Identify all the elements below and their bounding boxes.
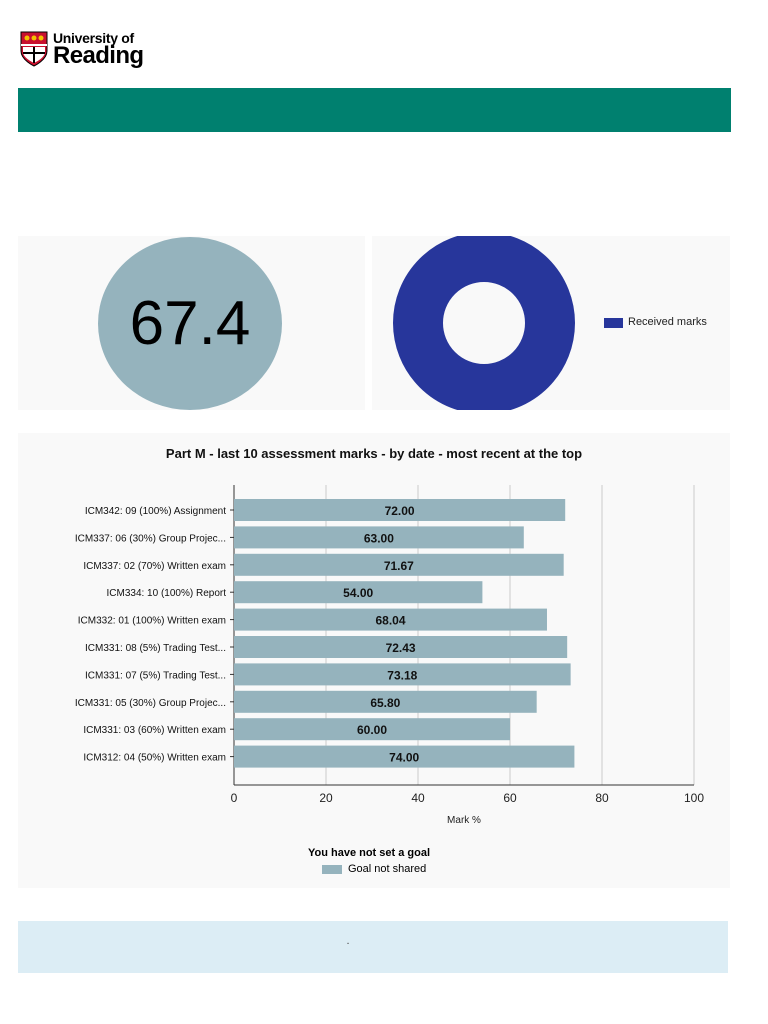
bar-value-label: 63.00: [363, 531, 394, 546]
goal-status-title: You have not set a goal: [307, 847, 431, 859]
bar-value-label: 71.67: [383, 558, 414, 573]
received-marks-donut-ring: [418, 257, 550, 389]
average-score-panel: [18, 236, 365, 410]
bar-value-label: 65.80: [370, 695, 401, 710]
category-label: ICM331: 03 (60%) Written exam: [83, 725, 226, 737]
category-label: ICM331: 08 (5%) Trading Test...: [85, 643, 226, 654]
bar-value-label: 68.04: [375, 613, 406, 628]
received-marks-legend-swatch: [604, 318, 623, 328]
received-marks-legend-label: Received marks: [628, 316, 707, 328]
goal-legend-swatch: [322, 865, 342, 874]
header-banner: [18, 88, 731, 132]
x-tick-label: 40: [411, 791, 425, 805]
x-axis-label: Mark %: [447, 815, 481, 826]
received-marks-donut-panel: [372, 236, 730, 410]
shield-crest-icon: [20, 31, 48, 67]
category-label: ICM332: 01 (100%) Written exam: [77, 615, 226, 627]
logo-line-2: Reading: [53, 41, 144, 69]
bar-value-label: 72.43: [385, 641, 416, 655]
average-score-circle: [98, 237, 282, 410]
footer-text: .: [346, 935, 350, 947]
assessment-marks-chart-panel: [18, 433, 730, 888]
goal-legend: [322, 863, 426, 875]
university-logo: [20, 28, 150, 70]
x-tick-label: 20: [319, 791, 333, 805]
category-label: ICM331: 07 (5%) Trading Test...: [85, 670, 226, 682]
x-tick-label: 0: [230, 791, 238, 805]
category-label: ICM334: 10 (100%) Report: [106, 588, 226, 600]
category-label: ICM331: 05 (30%) Group Projec...: [74, 697, 226, 709]
logo-line-1: University of: [53, 29, 134, 46]
x-tick-label: 60: [503, 791, 517, 805]
chart-title: Part M - last 10 assessment marks - by date - most recent at the top: [165, 446, 583, 461]
assessment-marks-bar-chart: [18, 433, 730, 888]
category-label: ICM342: 09 (100%) Assignment: [84, 506, 226, 517]
average-score-value: 67.4: [129, 289, 251, 358]
bar-value-label: 74.00: [389, 750, 420, 765]
category-label: ICM337: 02 (70%) Written exam: [83, 560, 226, 572]
bar-value-label: 72.00: [384, 504, 415, 518]
x-tick-label: 100: [683, 791, 705, 805]
goal-legend-label: Goal not shared: [348, 863, 427, 875]
bar-value-label: 73.18: [387, 668, 418, 683]
x-tick-label: 80: [595, 791, 609, 805]
bar-value-label: 54.00: [343, 586, 374, 601]
category-label: ICM312: 04 (50%) Written exam: [83, 752, 226, 764]
bar-value-label: 60.00: [356, 723, 388, 738]
category-label: ICM337: 06 (30%) Group Projec...: [74, 533, 226, 545]
footer-info-box: [18, 921, 728, 973]
